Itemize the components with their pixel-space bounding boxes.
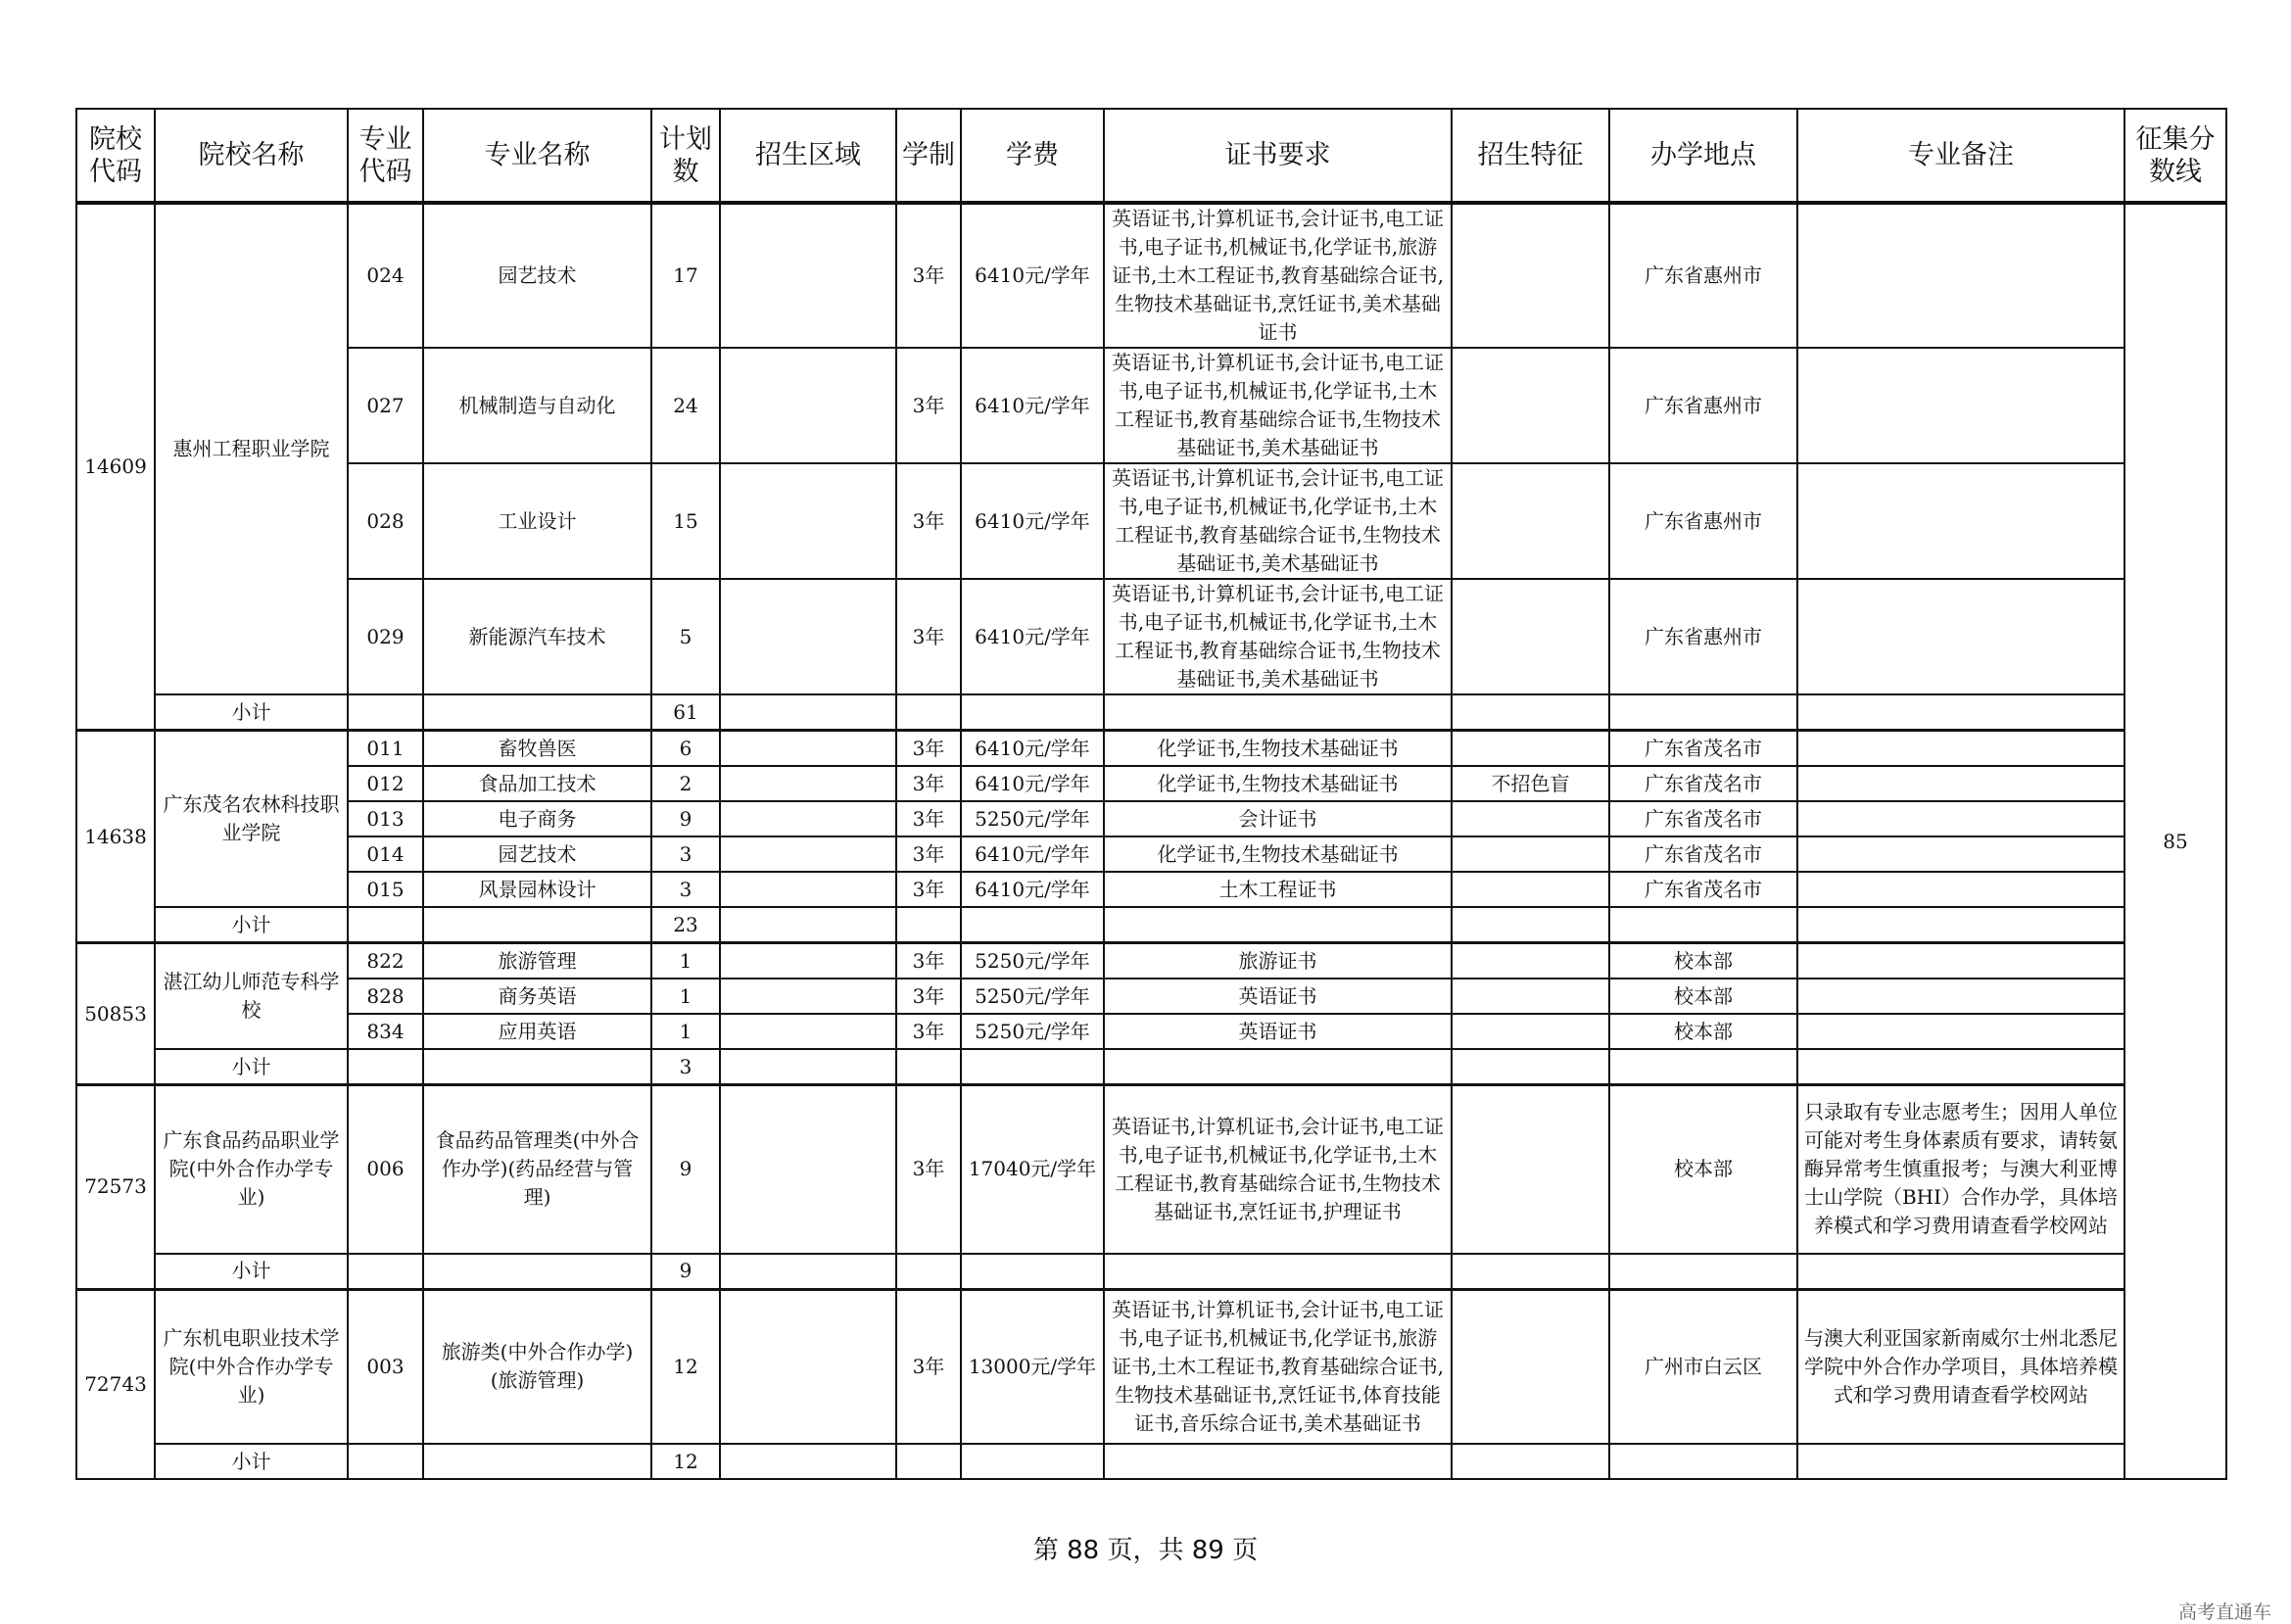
table-row [76, 766, 2226, 801]
region [720, 1014, 896, 1049]
plan-count: 1 [651, 943, 720, 979]
table-row [76, 348, 2226, 463]
years: 3年 [896, 943, 961, 979]
plan-count: 2 [651, 766, 720, 801]
subtotal-label: 小计 [155, 694, 348, 731]
major-notes [1797, 872, 2124, 907]
major-notes [1797, 801, 2124, 836]
major-name: 园艺技术 [423, 203, 651, 348]
table-row [76, 979, 2226, 1014]
major-code: 012 [348, 766, 423, 801]
school-code: 72573 [76, 1085, 155, 1290]
subtotal-row [76, 1049, 2226, 1085]
major-name: 新能源汽车技术 [423, 579, 651, 694]
cert-requirements: 化学证书,生物技术基础证书 [1104, 836, 1452, 872]
header-row [76, 109, 2226, 203]
table-row [76, 1085, 2226, 1254]
school-name: 湛江幼儿师范专科学校 [155, 943, 348, 1050]
years: 3年 [896, 801, 961, 836]
admission-feature [1452, 203, 1609, 348]
major-name: 旅游管理 [423, 943, 651, 979]
major-name: 旅游类(中外合作办学)(旅游管理) [423, 1289, 651, 1444]
tuition: 6410元/学年 [961, 203, 1104, 348]
school-code: 14638 [76, 731, 155, 943]
plan-count: 24 [651, 348, 720, 463]
major-notes [1797, 463, 2124, 579]
tuition: 6410元/学年 [961, 348, 1104, 463]
major-code: 834 [348, 1014, 423, 1049]
years: 3年 [896, 1085, 961, 1254]
subtotal-value: 61 [651, 694, 720, 731]
school-name: 广东茂名农林科技职业学院 [155, 731, 348, 908]
admission-feature [1452, 943, 1609, 979]
school-code: 14609 [76, 203, 155, 731]
major-notes [1797, 348, 2124, 463]
plan-count: 6 [651, 731, 720, 767]
years: 3年 [896, 463, 961, 579]
plan-count: 15 [651, 463, 720, 579]
major-code: 028 [348, 463, 423, 579]
table-row [76, 203, 2226, 348]
major-name: 食品药品管理类(中外合作办学)(药品经营与管理) [423, 1085, 651, 1254]
region [720, 348, 896, 463]
cert-requirements: 英语证书,计算机证书,会计证书,电工证书,电子证书,机械证书,化学证书,土木工程证书,教育基础综合证书,生物技术基础证书,烹饪证书,护理证书 [1104, 1085, 1452, 1254]
major-code: 828 [348, 979, 423, 1014]
cert-requirements: 化学证书,生物技术基础证书 [1104, 731, 1452, 767]
location: 广东省惠州市 [1609, 463, 1797, 579]
school-code: 72743 [76, 1289, 155, 1479]
location: 广东省茂名市 [1609, 801, 1797, 836]
table-row [76, 1014, 2226, 1049]
admission-feature [1452, 463, 1609, 579]
header-major-name: 专业名称 [423, 109, 651, 203]
major-name: 电子商务 [423, 801, 651, 836]
school-code: 50853 [76, 943, 155, 1085]
major-code: 015 [348, 872, 423, 907]
major-notes [1797, 1014, 2124, 1049]
cert-requirements: 旅游证书 [1104, 943, 1452, 979]
region [720, 836, 896, 872]
subtotal-row [76, 1444, 2226, 1479]
cert-requirements: 英语证书,计算机证书,会计证书,电工证书,电子证书,机械证书,化学证书,土木工程证书,教育基础综合证书,生物技术基础证书,美术基础证书 [1104, 463, 1452, 579]
admission-feature [1452, 801, 1609, 836]
major-code: 003 [348, 1289, 423, 1444]
tuition: 6410元/学年 [961, 579, 1104, 694]
school-name: 广东机电职业技术学院(中外合作办学专业) [155, 1289, 348, 1444]
tuition: 5250元/学年 [961, 801, 1104, 836]
major-name: 商务英语 [423, 979, 651, 1014]
tuition: 6410元/学年 [961, 463, 1104, 579]
subtotal-label: 小计 [155, 1049, 348, 1085]
region [720, 463, 896, 579]
major-code: 029 [348, 579, 423, 694]
major-code: 027 [348, 348, 423, 463]
header-major-code: 专业代码 [348, 109, 423, 203]
region [720, 766, 896, 801]
years: 3年 [896, 979, 961, 1014]
years: 3年 [896, 836, 961, 872]
major-code: 014 [348, 836, 423, 872]
admission-feature [1452, 1014, 1609, 1049]
location: 校本部 [1609, 943, 1797, 979]
header-tuition: 学费 [961, 109, 1104, 203]
plan-count: 1 [651, 1014, 720, 1049]
major-code: 822 [348, 943, 423, 979]
watermark: 高考直通车 [2177, 1601, 2271, 1623]
tuition: 6410元/学年 [961, 872, 1104, 907]
major-notes [1797, 766, 2124, 801]
plan-count: 9 [651, 1085, 720, 1254]
location: 广州市白云区 [1609, 1289, 1797, 1444]
table-row [76, 731, 2226, 767]
tuition: 5250元/学年 [961, 979, 1104, 1014]
cert-requirements: 英语证书,计算机证书,会计证书,电工证书,电子证书,机械证书,化学证书,旅游证书,土木工程证书,教育基础综合证书,生物技术基础证书,烹饪证书,体育技能证书,音乐综合证书,美术基础证书 [1104, 1289, 1452, 1444]
location: 广东省茂名市 [1609, 766, 1797, 801]
subtotal-value: 12 [651, 1444, 720, 1479]
admission-feature [1452, 836, 1609, 872]
major-notes [1797, 203, 2124, 348]
header-region: 招生区域 [720, 109, 896, 203]
subtotal-label: 小计 [155, 907, 348, 943]
admission-feature: 不招色盲 [1452, 766, 1609, 801]
header-plan: 计划数 [651, 109, 720, 203]
subtotal-value: 23 [651, 907, 720, 943]
header-notes: 专业备注 [1797, 109, 2124, 203]
location: 广东省惠州市 [1609, 203, 1797, 348]
plan-count: 3 [651, 836, 720, 872]
cert-requirements: 化学证书,生物技术基础证书 [1104, 766, 1452, 801]
cert-requirements: 英语证书 [1104, 979, 1452, 1014]
location: 广东省惠州市 [1609, 348, 1797, 463]
admission-table [75, 108, 2227, 1480]
years: 3年 [896, 579, 961, 694]
admission-feature [1452, 979, 1609, 1014]
tuition: 17040元/学年 [961, 1085, 1104, 1254]
years: 3年 [896, 766, 961, 801]
cert-requirements: 土木工程证书 [1104, 872, 1452, 907]
table-row [76, 836, 2226, 872]
admission-feature [1452, 1289, 1609, 1444]
subtotal-label: 小计 [155, 1254, 348, 1290]
major-notes [1797, 579, 2124, 694]
header-school-code: 院校代码 [76, 109, 155, 203]
location: 校本部 [1609, 979, 1797, 1014]
cert-requirements: 英语证书 [1104, 1014, 1452, 1049]
subtotal-row [76, 1254, 2226, 1290]
page-footer: 第 88 页，共 89 页 [1032, 1536, 1259, 1565]
location: 广东省茂名市 [1609, 836, 1797, 872]
major-notes [1797, 943, 2124, 979]
major-code: 024 [348, 203, 423, 348]
plan-count: 1 [651, 979, 720, 1014]
table-row [76, 943, 2226, 979]
years: 3年 [896, 872, 961, 907]
tuition: 6410元/学年 [961, 731, 1104, 767]
tuition: 6410元/学年 [961, 836, 1104, 872]
admission-feature [1452, 348, 1609, 463]
region [720, 731, 896, 767]
major-notes [1797, 979, 2124, 1014]
major-notes: 只录取有专业志愿考生；因用人单位可能对考生身体素质有要求，请转氨酶异常考生慎重报考；与澳大利亚博士山学院（BHI）合作办学，具体培养模式和学习费用请查看学校网站 [1797, 1085, 2124, 1254]
plan-count: 12 [651, 1289, 720, 1444]
header-score: 征集分数线 [2124, 109, 2226, 203]
table-row [76, 1289, 2226, 1444]
tuition: 6410元/学年 [961, 766, 1104, 801]
location: 广东省惠州市 [1609, 579, 1797, 694]
subtotal-label: 小计 [155, 1444, 348, 1479]
header-location: 办学地点 [1609, 109, 1797, 203]
location: 广东省茂名市 [1609, 872, 1797, 907]
tuition: 13000元/学年 [961, 1289, 1104, 1444]
years: 3年 [896, 203, 961, 348]
cert-requirements: 英语证书,计算机证书,会计证书,电工证书,电子证书,机械证书,化学证书,土木工程证书,教育基础综合证书,生物技术基础证书,美术基础证书 [1104, 348, 1452, 463]
region [720, 1085, 896, 1254]
plan-count: 3 [651, 872, 720, 907]
region [720, 579, 896, 694]
header-cert: 证书要求 [1104, 109, 1452, 203]
region [720, 872, 896, 907]
plan-count: 17 [651, 203, 720, 348]
major-name: 食品加工技术 [423, 766, 651, 801]
table-row [76, 579, 2226, 694]
school-name: 惠州工程职业学院 [155, 203, 348, 694]
major-code: 006 [348, 1085, 423, 1254]
plan-count: 5 [651, 579, 720, 694]
major-notes [1797, 731, 2124, 767]
header-years: 学制 [896, 109, 961, 203]
score-line: 85 [2124, 203, 2226, 1479]
admission-feature [1452, 872, 1609, 907]
subtotal-row [76, 907, 2226, 943]
subtotal-value: 9 [651, 1254, 720, 1290]
major-name: 畜牧兽医 [423, 731, 651, 767]
subtotal-value: 3 [651, 1049, 720, 1085]
admission-feature [1452, 731, 1609, 767]
plan-count: 9 [651, 801, 720, 836]
table-row [76, 801, 2226, 836]
cert-requirements: 会计证书 [1104, 801, 1452, 836]
header-school-name: 院校名称 [155, 109, 348, 203]
cert-requirements: 英语证书,计算机证书,会计证书,电工证书,电子证书,机械证书,化学证书,土木工程证书,教育基础综合证书,生物技术基础证书,美术基础证书 [1104, 579, 1452, 694]
years: 3年 [896, 348, 961, 463]
school-name: 广东食品药品职业学院(中外合作办学专业) [155, 1085, 348, 1254]
major-code: 013 [348, 801, 423, 836]
major-name: 风景园林设计 [423, 872, 651, 907]
major-name: 园艺技术 [423, 836, 651, 872]
region [720, 943, 896, 979]
cert-requirements: 英语证书,计算机证书,会计证书,电工证书,电子证书,机械证书,化学证书,旅游证书,土木工程证书,教育基础综合证书,生物技术基础证书,烹饪证书,美术基础证书 [1104, 203, 1452, 348]
region [720, 801, 896, 836]
major-name: 机械制造与自动化 [423, 348, 651, 463]
years: 3年 [896, 731, 961, 767]
region [720, 203, 896, 348]
admission-feature [1452, 579, 1609, 694]
table-row [76, 872, 2226, 907]
admission-feature [1452, 1085, 1609, 1254]
region [720, 979, 896, 1014]
major-name: 应用英语 [423, 1014, 651, 1049]
major-name: 工业设计 [423, 463, 651, 579]
tuition: 5250元/学年 [961, 1014, 1104, 1049]
region [720, 1289, 896, 1444]
years: 3年 [896, 1289, 961, 1444]
years: 3年 [896, 1014, 961, 1049]
subtotal-row [76, 694, 2226, 731]
major-notes: 与澳大利亚国家新南威尔士州北悉尼学院中外合作办学项目，具体培养模式和学习费用请查看学校网站 [1797, 1289, 2124, 1444]
location: 校本部 [1609, 1014, 1797, 1049]
major-code: 011 [348, 731, 423, 767]
table-row [76, 463, 2226, 579]
location: 广东省茂名市 [1609, 731, 1797, 767]
tuition: 5250元/学年 [961, 943, 1104, 979]
major-notes [1797, 836, 2124, 872]
header-feature: 招生特征 [1452, 109, 1609, 203]
location: 校本部 [1609, 1085, 1797, 1254]
